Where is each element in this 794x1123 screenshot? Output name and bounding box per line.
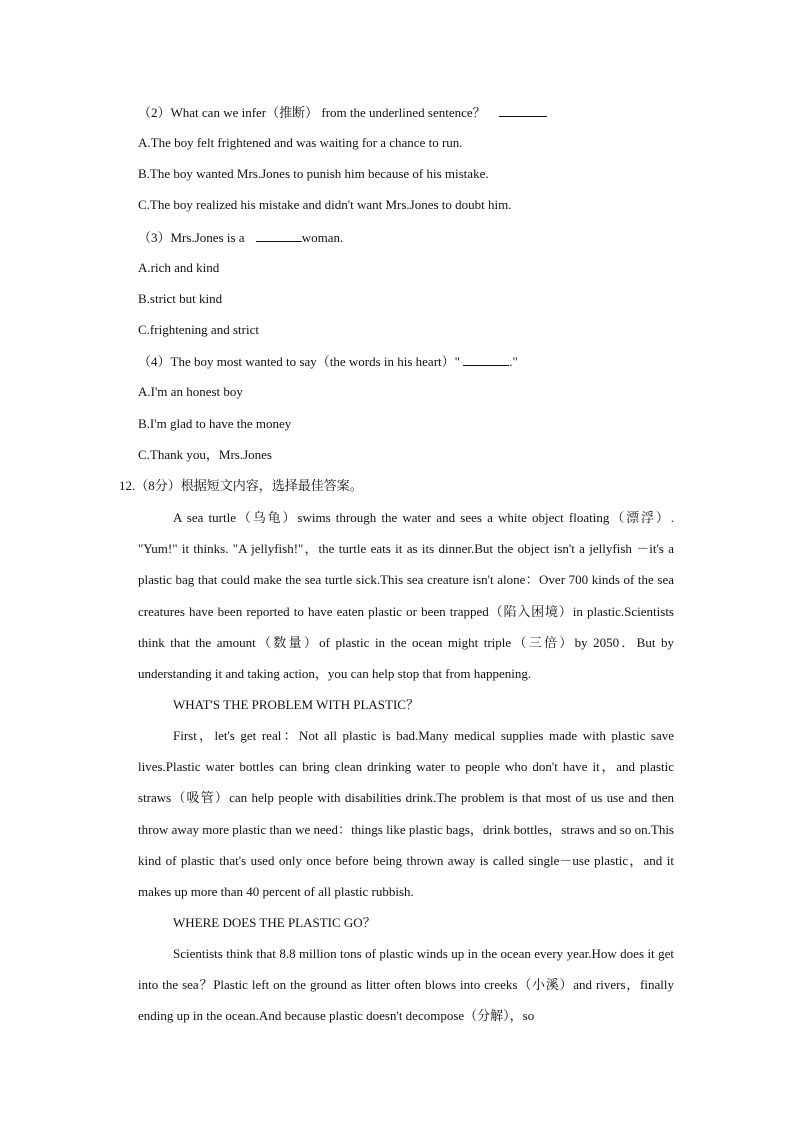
question-12-title: 12.（8分）根据短文内容，选择最佳答案。 [119,478,363,493]
answer-blank[interactable] [463,353,509,366]
passage-paragraph-1: A sea turtle（乌龟）swims through the water and sees a white object floating（漂浮）. "Yum!" it thinks. "A jellyfish!"，the turtle eats it as its dinner.But the object isn't a jellyfish －it's a plastic bag that could make the sea turtle sick.This sea creature isn't alone：Over 700 kinds of the sea creatures have been reported to have eaten plastic or been trapped（陷入困境）in plastic.Scientists think that the amount（数量）of plastic in the ocean might triple（三倍）by 2050．But by understanding it and taking action，you can help stop that from happening. [138,510,674,682]
option-c: C.Thank you，Mrs.Jones [138,447,272,462]
question-text: （3）Mrs.Jones is a [138,230,248,245]
option-a: A.I'm an honest boy [138,384,243,399]
answer-blank[interactable] [256,229,302,242]
option-b: B.strict but kind [138,291,223,306]
option-a: A.The boy felt frightened and was waiting for a chance to run. [138,135,463,150]
question-suffix: woman. [301,230,344,245]
question-11-4 [138,353,518,370]
option-a: A.rich and kind [138,260,220,275]
question-11-3 [138,229,343,246]
question-suffix: ." [509,354,518,369]
question-11-2 [138,104,547,121]
question-text: （2）What can we infer（推断） from the underlined sentence？ [138,105,486,120]
option-c: C.The boy realized his mistake and didn't want Mrs.Jones to doubt him. [138,197,512,212]
question-text: （4）The boy most wanted to say（the words in his heart）" [138,354,464,369]
passage-heading-1: WHAT'S THE PROBLEM WITH PLASTIC？ [173,697,419,712]
passage-paragraph-2: First，let's get real：Not all plastic is bad.Many medical supplies made with plastic save lives.Plastic water bottles can bring clean drinking water to people who don't have it，and plastic straws（吸管）can help people with disabilities drink.The problem is that most of us use and then throw away more plastic than we need：things like plastic bags，drink bottles，straws and so on.This kind of plastic that's used only once before being thrown away is called single－use plastic，and it makes up more than 40 percent of all plastic rubbish. [138,728,674,900]
option-b: B.The boy wanted Mrs.Jones to punish him because of his mistake. [138,166,489,181]
option-b: B.I'm glad to have the money [138,416,292,431]
option-c: C.frightening and strict [138,322,259,337]
passage-paragraph-3: Scientists think that 8.8 million tons of plastic winds up in the ocean every year.How does it get into the sea？Plastic left on the ground as litter often blows into creeks（小溪）and rivers，finally ending up in the ocean.And because plastic doesn't decompose（分解），so [138,946,674,1024]
answer-blank[interactable] [499,104,547,117]
passage-heading-2: WHERE DOES THE PLASTIC GO？ [173,915,376,930]
